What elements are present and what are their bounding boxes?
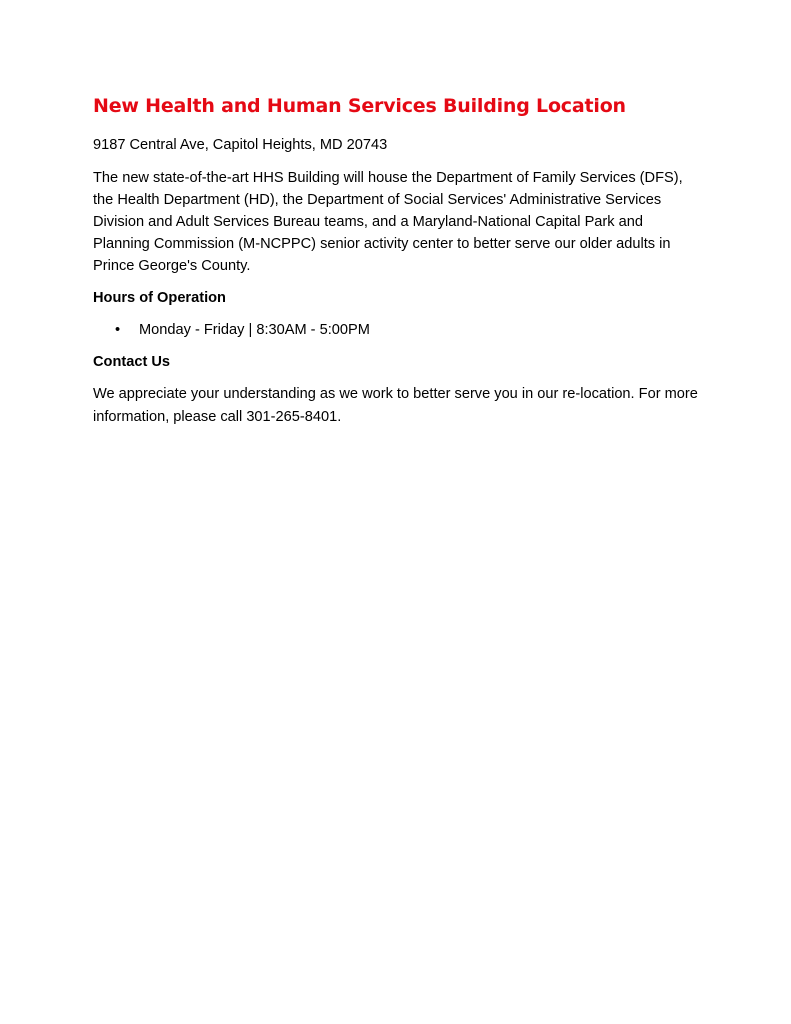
building-description: The new state-of-the-art HHS Building will house the Department of Family Services (DFS), the Health Department (HD), the Department of Social Services' Administrative Services Division and Adult Services Bureau teams, and a Maryland-National Capital Park and Planning Commission (M-NCPPC) senior activity center to better serve our older adults in Prince George's County. [93, 170, 683, 274]
page-title: New Health and Human Services Building Location [93, 95, 626, 117]
building-address: 9187 Central Ave, Capitol Heights, MD 20743 [93, 137, 388, 153]
hours-heading: Hours of Operation [93, 290, 226, 306]
hours-list-item [93, 319, 703, 341]
hours-list [93, 319, 703, 341]
document-body [93, 92, 703, 429]
bullet-icon: • [115, 322, 121, 338]
contact-heading: Contact Us [93, 354, 171, 370]
hours-text: Monday - Friday | 8:30AM - 5:00PM [139, 322, 370, 338]
contact-text: We appreciate your understanding as we work to better serve you in our re-location. For more information, please call 301-265-8401. [93, 386, 698, 425]
